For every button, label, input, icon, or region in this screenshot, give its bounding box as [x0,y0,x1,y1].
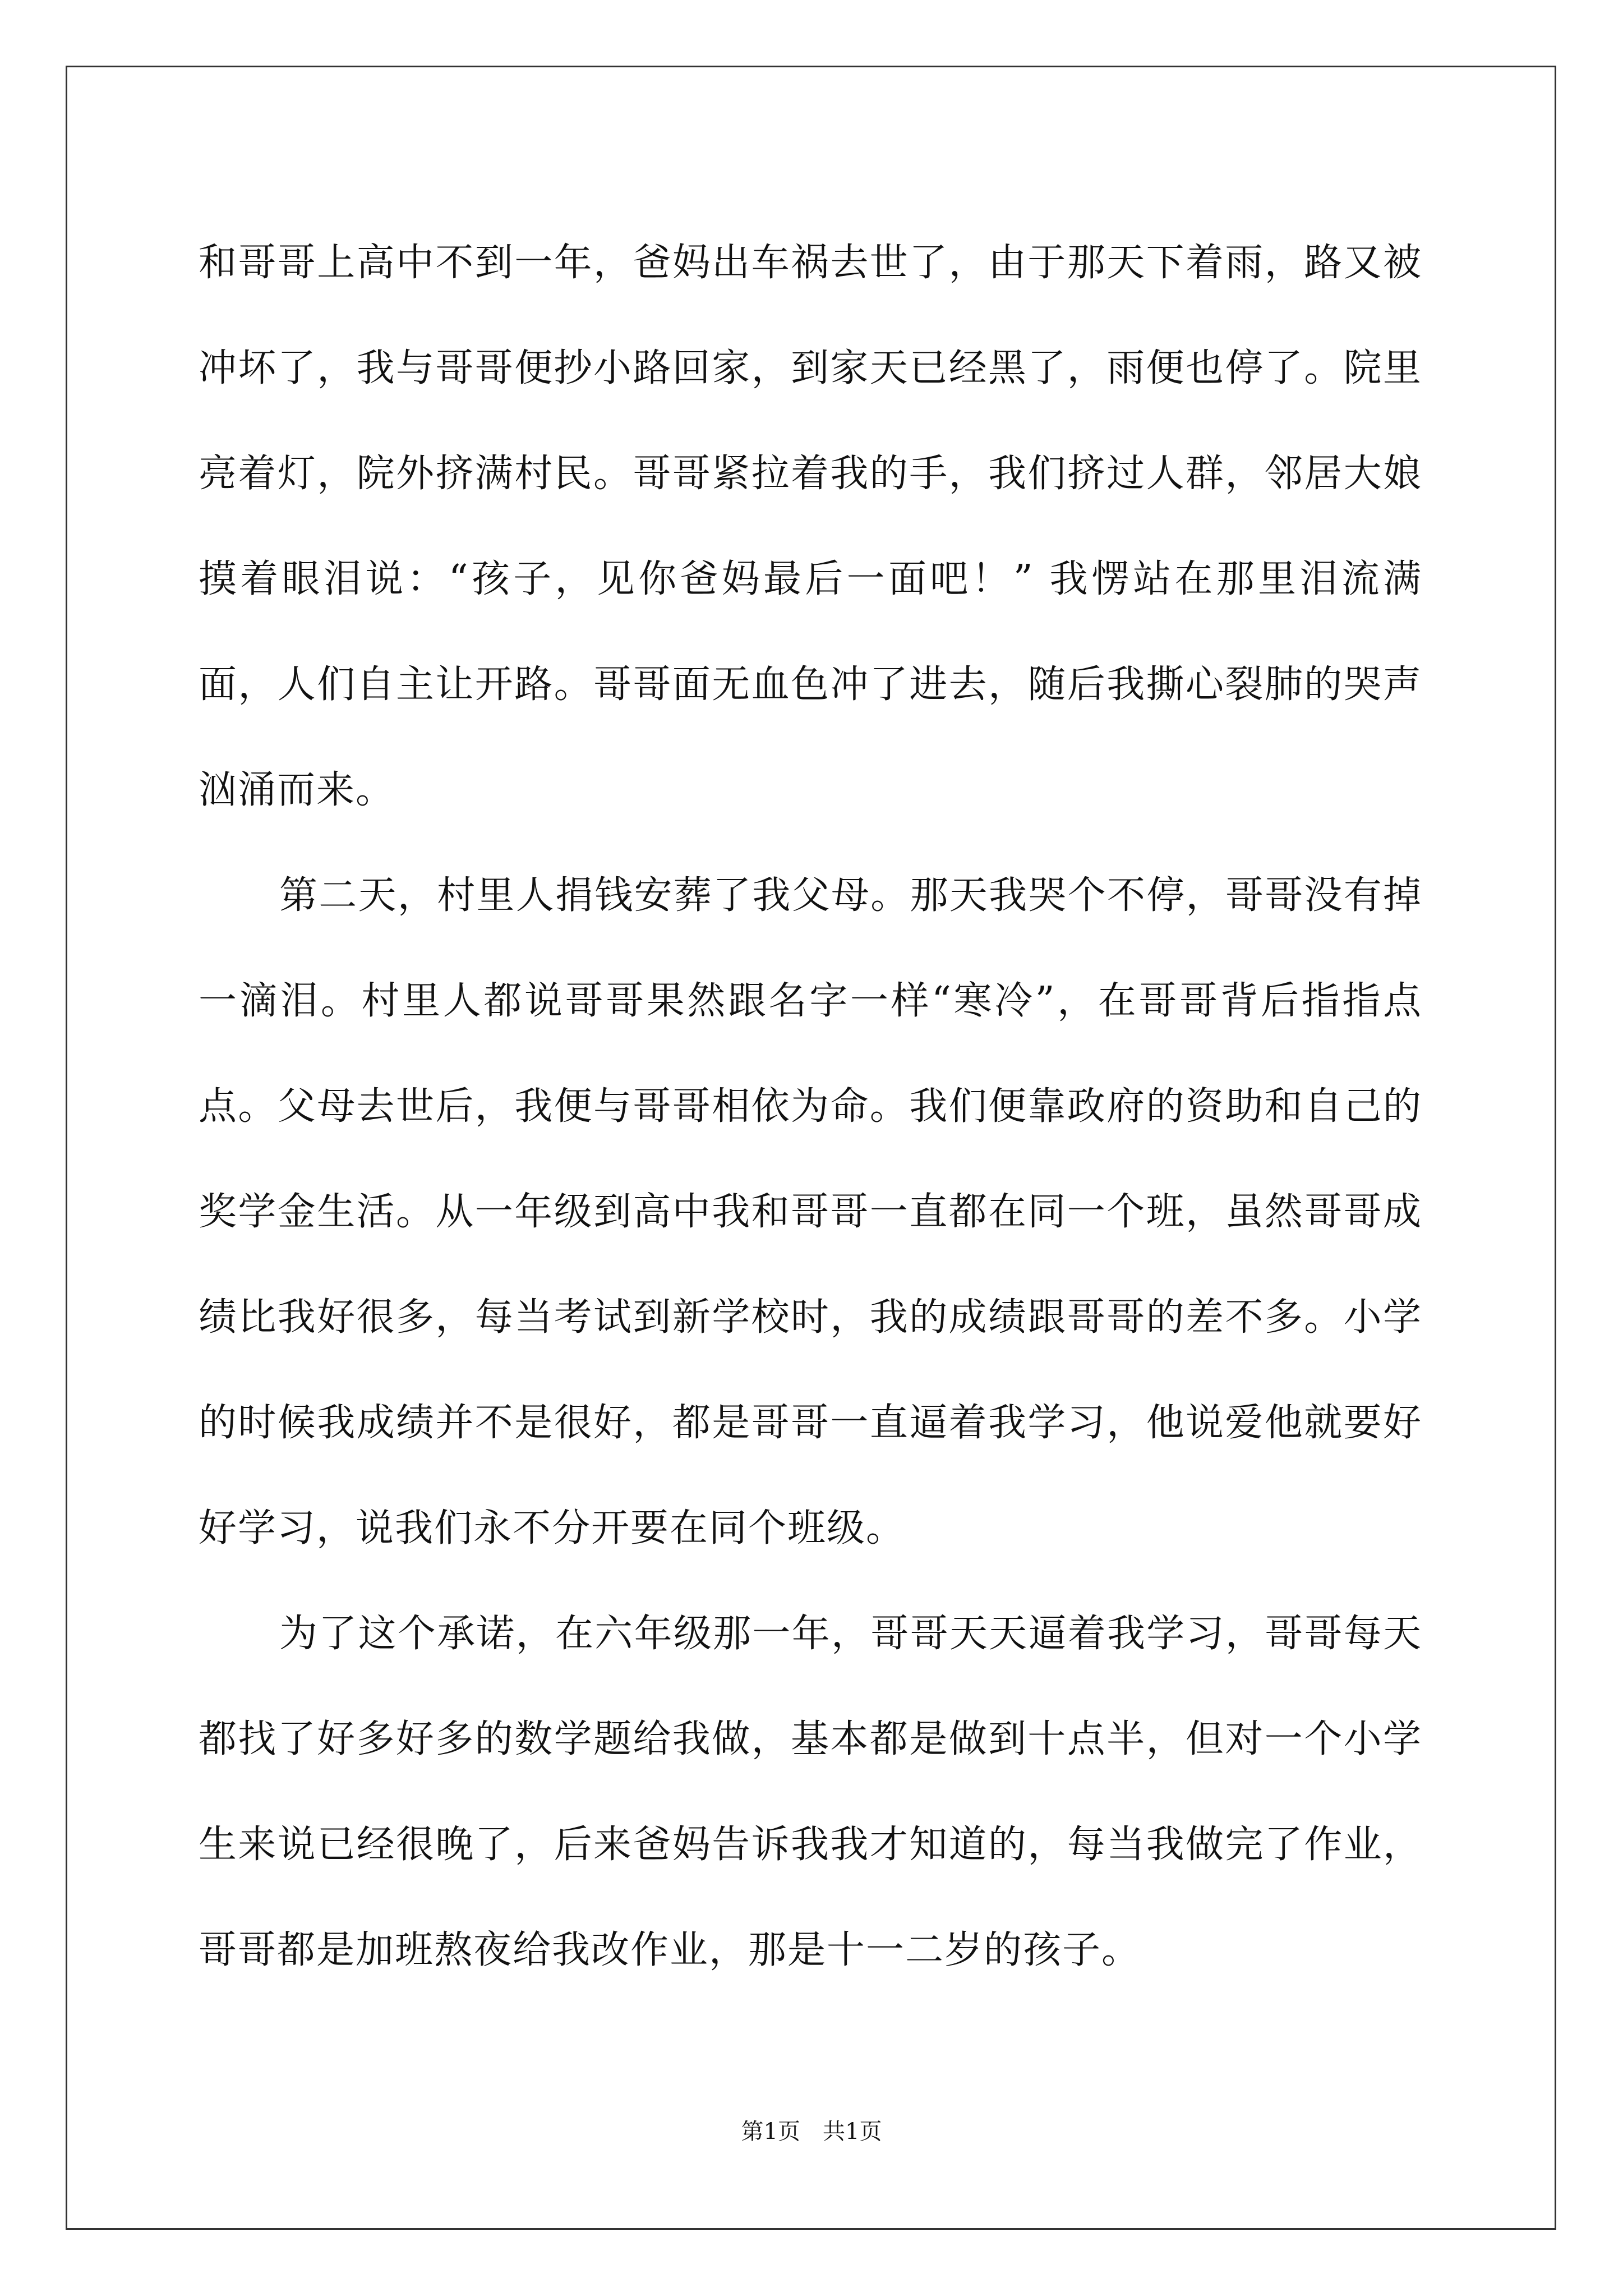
page-number: 第1页 共1页 [741,2119,882,2145]
paragraph-3: 为了这个承诺，在六年级那一年，哥哥天天逼着我学习，哥哥每天都找了好多好多的数学题给我做，基本都是做到十点半，但对一个小学生来说已经很晚了，后来爸妈告诉我我才知道的，每当我做完了作业，哥哥都是加班熬夜给我改作业，那是十一二岁的孩子。 [199,1612,1422,1972]
paragraph-2: 第二天，村里人捐钱安葬了我父母。那天我哭个不停，哥哥没有掉一滴泪。村里人都说哥哥果然跟名字一样“寒冷”，在哥哥背后指指点点。父母去世后，我便与哥哥相依为命。我们便靠政府的资助和自己的奖学金生活。从一年级到高中我和哥哥一直都在同一个班，虽然哥哥成绩比我好很多，每当考试到新学校时，我的成绩跟哥哥的差不多。小学的时候我成绩并不是很好，都是哥哥一直逼着我学习，他说爱他就要好好学习，说我们永不分开要在同个班级。 [199,873,1422,1550]
document-body [199,210,1422,2003]
paragraph-1: 和哥哥上高中不到一年，爸妈出车祸去世了，由于那天下着雨，路又被冲坏了，我与哥哥便抄小路回家，到家天已经黑了，雨便也停了。院里亮着灯，院外挤满村民。哥哥紧拉着我的手，我们挤过人群，邻居大娘摸着眼泪说：“孩子，见你爸妈最后一面吧！” 我愣站在那里泪流满面，人们自主让开路。哥哥面无血色冲了进去，随后我撕心裂肺的哭声汹涌而来。 [199,241,1422,812]
